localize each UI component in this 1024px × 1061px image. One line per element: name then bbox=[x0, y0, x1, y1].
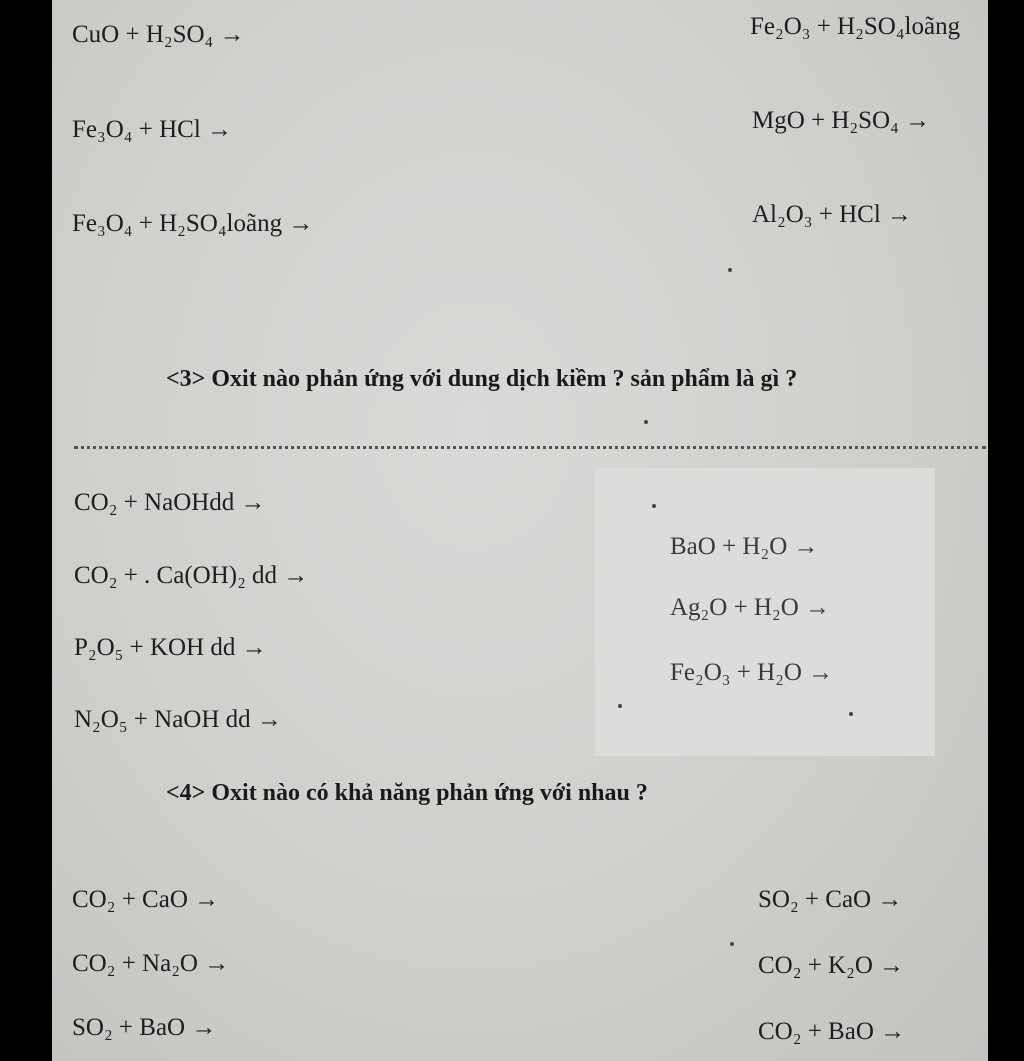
equation-fe2o3-h2o: Fe₂O₃ + H₂O → bbox=[670, 659, 834, 686]
equation-bao-h2o: BaO + H₂O → bbox=[670, 533, 819, 560]
section-4-heading: <4> Oxit nào có khả năng phản ứng với nhau ? bbox=[166, 780, 648, 806]
answer-dotted-line bbox=[74, 446, 986, 449]
section-3-heading: <3> Oxit nào phản ứng với dung dịch kiềm ? sản phẩm là gì ? bbox=[166, 366, 798, 392]
paper-speck bbox=[849, 712, 853, 716]
equation-fe3o4-hcl: Fe₃O₄ + HCl → bbox=[72, 116, 233, 143]
equation-co2-k2o: CO₂ + K₂O → bbox=[758, 952, 905, 979]
paper-speck bbox=[652, 504, 656, 508]
worksheet-page bbox=[52, 0, 988, 1061]
equation-cuo-h2so4: CuO + H₂SO₄ → bbox=[72, 21, 245, 48]
equation-fe3o4-h2so4: Fe₃O₄ + H₂SO₄loãng → bbox=[72, 210, 314, 237]
equation-fe2o3-h2so4: Fe₂O₃ + H₂SO₄loãng bbox=[750, 13, 961, 40]
equation-p2o5-koh: P₂O₅ + KOH dd → bbox=[74, 634, 267, 661]
equation-co2-na2o: CO₂ + Na₂O → bbox=[72, 950, 230, 977]
equation-co2-cao: CO₂ + CaO → bbox=[72, 886, 220, 913]
equation-co2-naoh: CO₂ + NaOHdd → bbox=[74, 489, 266, 516]
paper-speck bbox=[728, 268, 732, 272]
equation-al2o3-hcl: Al₂O₃ + HCl → bbox=[752, 201, 913, 228]
paper-speck bbox=[644, 420, 648, 424]
equation-ag2o-h2o: Ag₂O + H₂O → bbox=[670, 594, 830, 621]
equation-co2-bao: CO₂ + BaO → bbox=[758, 1018, 906, 1045]
equation-co2-caoh2: CO₂ + . Ca(OH)₂ dd → bbox=[74, 562, 309, 589]
paper-speck bbox=[618, 704, 622, 708]
equation-so2-bao: SO₂ + BaO → bbox=[72, 1014, 217, 1041]
equation-mgo-h2so4: MgO + H₂SO₄ → bbox=[752, 107, 931, 134]
equation-so2-cao: SO₂ + CaO → bbox=[758, 886, 903, 913]
paper-speck bbox=[730, 942, 734, 946]
equation-n2o5-naoh: N₂O₅ + NaOH dd → bbox=[74, 706, 282, 733]
